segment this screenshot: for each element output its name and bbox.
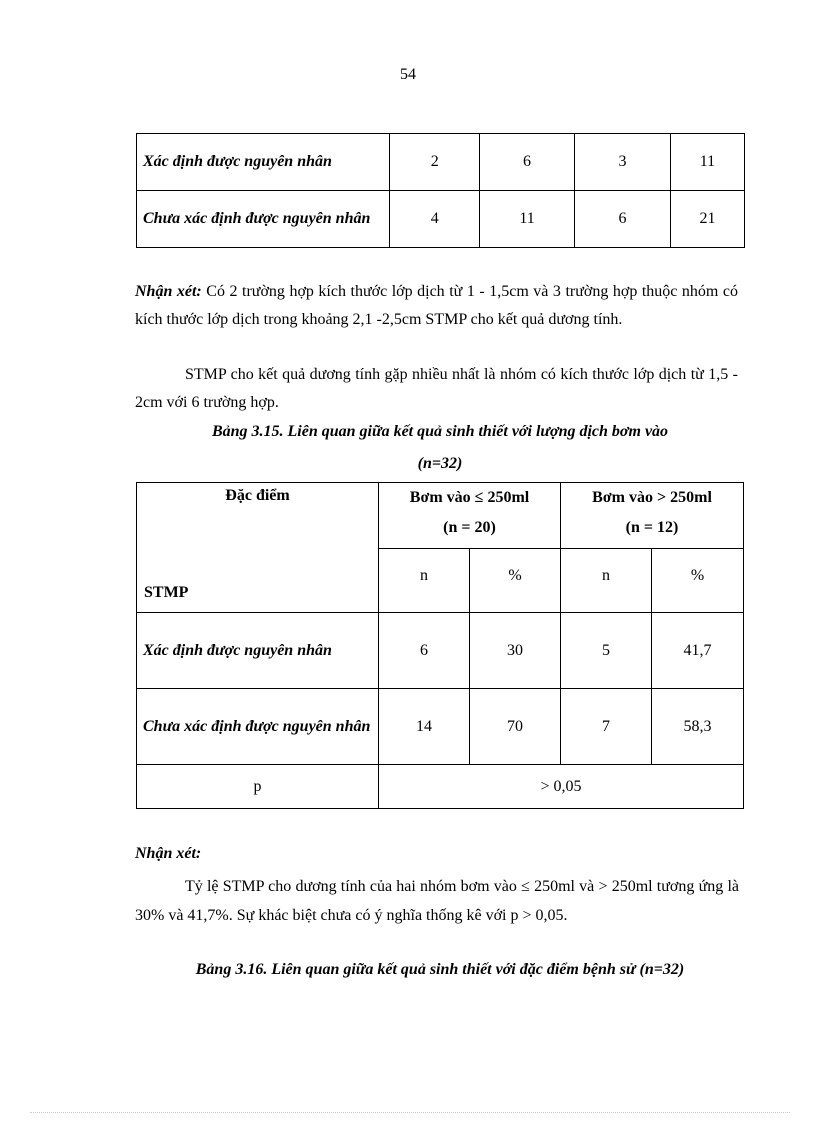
table-continued: [136, 133, 745, 248]
p-value: > 0,05: [379, 765, 744, 809]
header-group-2: [561, 483, 744, 549]
cell-value: 4: [390, 191, 480, 248]
remark-paragraph-2: STMP cho kết quả dương tính gặp nhiều nhất là nhóm có kích thước lớp dịch từ 1,5 - 2cm với 6 trường hợp.: [135, 366, 738, 411]
table-row: [137, 613, 744, 689]
cell-value: 7: [561, 689, 652, 765]
row-label: Chưa xác định được nguyên nhân: [137, 191, 390, 248]
cell-value: 21: [670, 191, 744, 248]
cell-value: 30: [470, 613, 561, 689]
cell-value: 58,3: [652, 689, 744, 765]
cell-value: 3: [574, 134, 670, 191]
table-caption-n: (n=32): [417, 455, 463, 472]
remark-paragraph-1: [135, 278, 738, 334]
header-stmp: STMP: [144, 584, 189, 601]
remark-text: Có 2 trường hợp kích thước lớp dịch từ 1 - 1,5cm và 3 trường hợp thuộc nhóm có kích thước lớp dịch trong khoảng 2,1 -2,5cm STMP cho kết quả dương tính.: [135, 283, 738, 328]
header-corner-cell: [137, 483, 379, 613]
group-1-n: (n = 20): [443, 519, 496, 536]
cell-value: 11: [480, 191, 575, 248]
group-2-title: Bơm vào > 250ml: [592, 489, 712, 506]
p-label: p: [137, 765, 379, 809]
remark-heading-2: Nhận xét:: [135, 845, 202, 862]
remark-heading: Nhận xét:: [135, 283, 202, 300]
cell-value: 6: [480, 134, 575, 191]
cell-value: 14: [379, 689, 470, 765]
subheader-n: n: [379, 548, 470, 613]
table-3-15: [136, 482, 744, 809]
subheader-percent: %: [652, 548, 744, 613]
row-label: Xác định được nguyên nhân: [137, 613, 379, 689]
table-header-row: [137, 483, 744, 549]
header-feature: Đặc điểm: [225, 487, 290, 504]
subheader-percent: %: [470, 548, 561, 613]
table-caption-3-16: Bảng 3.16. Liên quan giữa kết quả sinh thiết với đặc điểm bệnh sử (n=32): [195, 961, 685, 978]
row-label: Chưa xác định được nguyên nhân: [137, 689, 379, 765]
group-1-title: Bơm vào ≤ 250ml: [409, 489, 530, 506]
cell-value: 2: [390, 134, 480, 191]
cell-value: 6: [574, 191, 670, 248]
header-group-1: [379, 483, 561, 549]
page-number: 54: [400, 66, 416, 83]
table-row: [137, 134, 745, 191]
table-p-row: [137, 765, 744, 809]
cell-value: 41,7: [652, 613, 744, 689]
subheader-n: n: [561, 548, 652, 613]
cell-value: 5: [561, 613, 652, 689]
remark-paragraph-3: Tỷ lệ STMP cho dương tính của hai nhóm bơm vào ≤ 250ml và > 250ml tương ứng là 30% và 41,7%. Sự khác biệt chưa có ý nghĩa thống kê với p > 0,05.: [135, 878, 739, 924]
table-row: [137, 689, 744, 765]
row-label: Xác định được nguyên nhân: [137, 134, 390, 191]
table-row: [137, 191, 745, 248]
table-caption: Bảng 3.15. Liên quan giữa kết quả sinh thiết với lượng dịch bơm vào: [211, 423, 669, 440]
group-2-n: (n = 12): [625, 519, 679, 536]
cell-value: 6: [379, 613, 470, 689]
page-bottom-divider: [30, 1112, 790, 1113]
cell-value: 70: [470, 689, 561, 765]
cell-value: 11: [670, 134, 744, 191]
